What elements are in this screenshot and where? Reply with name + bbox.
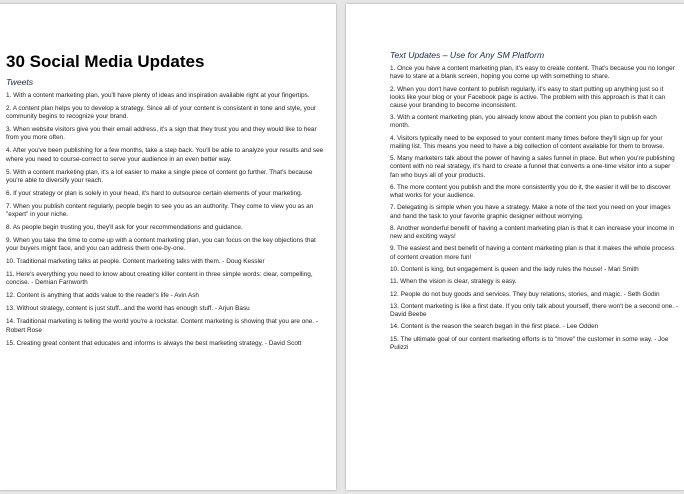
text-update-item: 2. When you don't have content to publish regularly, it's easy to start putting up anything just so it looks like your blog or your Facebook page is active. The problem with this approach is that it can cause your branding to become inconsistent.: [390, 85, 666, 109]
tweet-item: 2. A content plan helps you to develop a strategy. Since all of your content is consistent in tone and style, your community begins to recognize your brand.: [6, 105, 317, 121]
document-page-left: [0, 4, 336, 490]
tweet-item: 1. With a content marketing plan, you'll have plenty of ideas and inspiration available right at your fingertips.: [6, 92, 310, 99]
text-update-item: 15. The ultimate goal of our content marketing efforts is to "move" the customer in some way. - Joe Pulizzi: [390, 335, 669, 351]
tweet-item: 12. Content is anything that adds value to the reader's life - Avin Ash: [6, 292, 199, 300]
text-update-item: 6. The more content you publish and the more consistently you do it, the easier it will be to discover what works for your audience.: [390, 183, 671, 200]
tweet-item: 11. Here's everything you need to know about creating killer content in three simple words: clear, compelling, concise. - Demian Farnworth: [6, 271, 313, 287]
tweet-item: 8. As people begin trusting you, they'll ask for your recommendations and guidance.: [6, 224, 243, 232]
text-update-item: 8. Another wonderful benefit of having a content marketing plan is that it can increase your income in new and exciting ways!: [390, 224, 675, 241]
text-update-item: 12. People do not buy goods and services. They buy relations, stories, and magic. - Seth Godin: [390, 290, 660, 298]
text-update-item: 13. Content marketing is like a first date. If you only talk about yourself, there won't be a second one. - David Beebe: [390, 302, 678, 318]
text-update-item: 4. Visitors typically need to be exposed to your content many times before they'll sign up for your mailing list. This means you need to have a big collection of content available for them to browse.: [390, 134, 665, 150]
tweet-item: 6. If your strategy or plan is solely in your head, it's hard to outsource certain elements of your marketing.: [6, 189, 303, 197]
tweet-item: 5. With a content marketing plan, it's a lot easier to make a single piece of content go further. That's because you're able to diversify your reach.: [6, 168, 313, 184]
section-heading-tweets: Tweets: [6, 77, 34, 87]
text-update-item: 14. Content is the reason the search began in the first place. - Lee Odden: [390, 323, 599, 331]
section-heading-text-updates: Text Updates – Use for Any SM Platform: [390, 50, 545, 60]
tweet-item: 3. When website visitors give you their email address, it's a sign that they trust you and they would like to hear from you more often.: [6, 126, 317, 142]
text-update-item: 11. When the vision is clear, strategy is easy.: [390, 278, 517, 286]
document-title: 30 Social Media Updates: [6, 52, 205, 71]
text-update-item: 3. With a content marketing plan, you already know about the content you plan to publish each month.: [390, 114, 657, 130]
text-update-item: 5. Many marketers talk about the power of having a sales funnel in place. But when you're publishing content with no real strategy, it's hard to create a funnel that converts a one-time visitor into a super fan who buys all of your products.: [390, 155, 675, 179]
tweet-item: 14. Traditional marketing is telling the world you're a rockstar. Content marketing is showing that you are one. - Robert Rose: [6, 318, 319, 334]
tweet-item: 9. When you take the time to come up with a content marketing plan, you can focus on the key objections that your buyers might face, and you can address them one-by-one.: [6, 237, 316, 253]
tweet-item: 7. When you publish content regularly, people begin to see you as an authority. They come to view you as an "expert" in your niche.: [6, 202, 314, 219]
tweet-item: 4. After you've been publishing for a few months, take a step back. You'll be able to analyze your results and see where you need to course-correct to serve your audience in an even better way.: [6, 147, 324, 163]
text-update-item: 9. The easiest and best benefit of having a content marketing plan is that it makes the whole process of content creation more fun!: [390, 245, 675, 261]
text-update-item: 7. Delegating is simple when you have a strategy. Make a note of the text you need on your images and hand the task to your favorite graphic designer without worrying.: [390, 204, 671, 220]
tweet-item: 13. Without strategy, content is just stuff...and the world has enough stuff. - Arjun Basu: [6, 305, 250, 313]
tweet-item: 10. Traditional marketing talks at people. Content marketing talks with them. - Doug Kessler: [6, 258, 265, 266]
tweet-item: 15. Creating great content that educates and informs is always the best marketing strategy. - David Scott: [6, 339, 302, 347]
text-update-item: 10. Content is king, but engagement is queen and the lady rules the house! - Mari Smith: [390, 265, 639, 273]
document-page-right: [346, 4, 684, 490]
text-update-item: 1. Once you have a content marketing plan, it's easy to create content. That's because you no longer have to stare at a blank screen, hoping you come up with something to share.: [390, 65, 675, 81]
